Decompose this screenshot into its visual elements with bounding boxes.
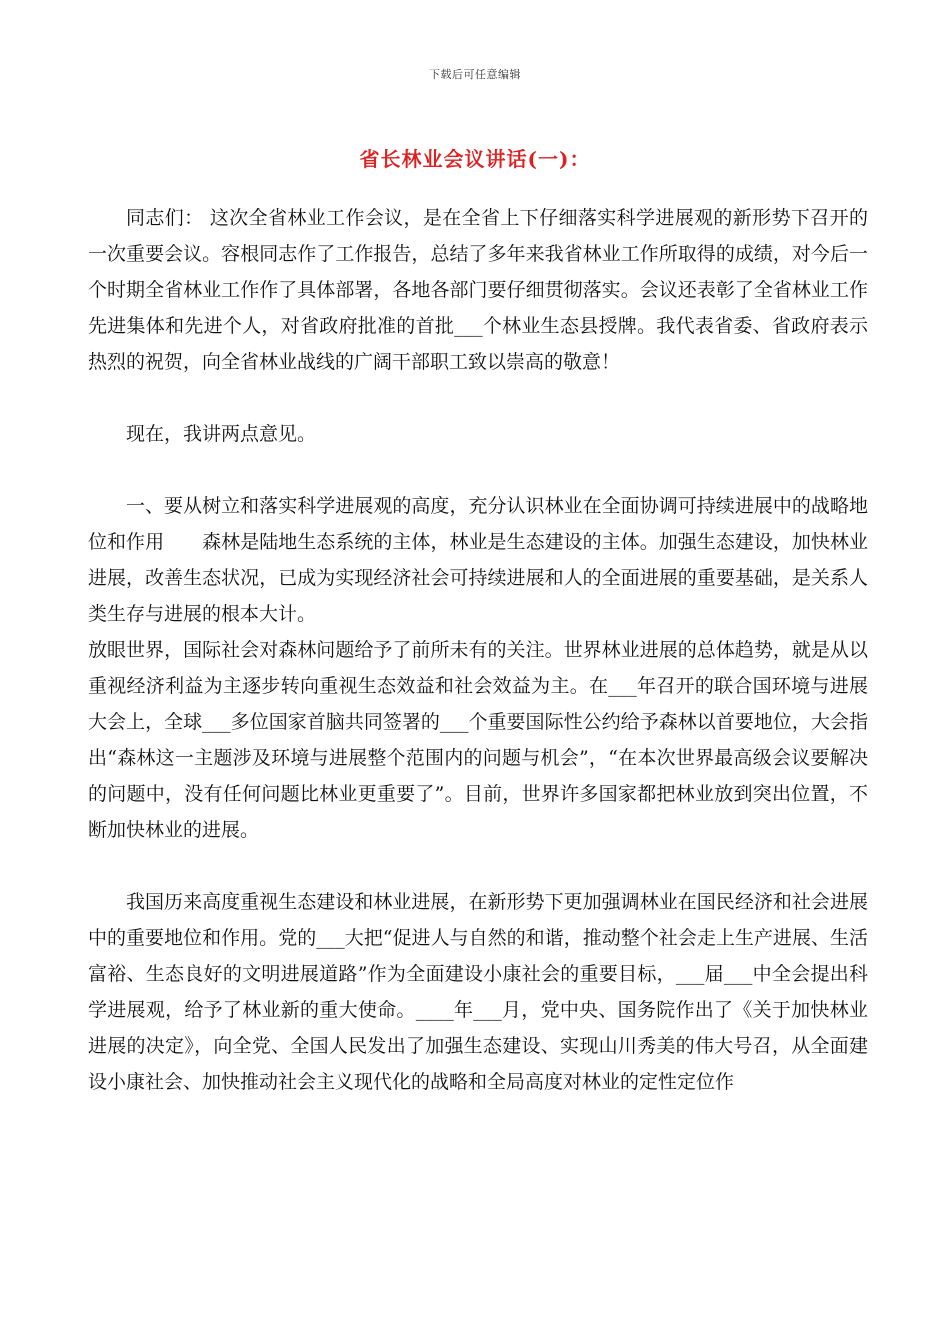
document-title: 省长林业会议讲话(一)： bbox=[359, 147, 591, 171]
paragraph-china-forestry: 我国历来高度重视生态建设和林业进展，在新形势下更加强调林业在国民经济和社会进展中的重要地位和作用。党的___大把“促进人与自然的和谐，推动整个社会走上生产进展、生活富裕、生态良好的文明进展道路”作为全面建设小康社会的重要目标，___届___中全会提出科学进展观，给予了林业新的重大使命。____年___月，党中央、国务院作出了《关于加快林业进展的决定》，向全党、全国人民发出了加强生态建设、实现山川秀美的伟大号召，从全面建设小康社会、加快推动社会主义现代化的战略和全局高度对林业的定性定位作 bbox=[88, 891, 868, 1093]
paragraph-world-forestry: 放眼世界，国际社会对森林问题给予了前所未有的关注。世界林业进展的总体趋势，就是从以重视经济利益为主逐步转向重视生态效益和社会效益为主。在___年召开的联合国环境与进展大会上，全球___多位国家首脑共同签署的___个重要国际性公约给予森林以首要地位，大会指出“森林这一主题涉及环境与进展整个范围内的问题与机会”，“在本次世界最高级会议要解决的问题中，没有任何问题比林业更重要了”。目前，世界许多国家都把林业放到突出位置，不断加快林业的进展。 bbox=[88, 639, 868, 841]
page-header: 下载后可任意编辑 bbox=[429, 68, 521, 81]
paragraph-intro: 现在，我讲两点意见。 bbox=[126, 423, 317, 445]
paragraph-section-one: 一、要从树立和落实科学进展观的高度，充分认识林业在全面协调可持续进展中的战略地位和作用 森林是陆地生态系统的主体，林业是生态建设的主体。加强生态建设，加快林业进展，改善生态状况，已成为实现经济社会可持续进展和人的全面进展的重要基础，是关系人类生存与进展的根本大计。 bbox=[88, 495, 868, 625]
document-body bbox=[88, 200, 868, 1136]
paragraph-greeting: 同志们： 这次全省林业工作会议，是在全省上下仔细落实科学进展观的新形势下召开的一次重要会议。容根同志作了工作报告，总结了多年来我省林业工作所取得的成绩，对今后一个时期全省林业工作作了具体部署，各地各部门要仔细贯彻落实。会议还表彰了全省林业工作先进集体和先进个人，对省政府批准的首批___个林业生态县授牌。我代表省委、省政府表示热烈的祝贺，向全省林业战线的广阔干部职工致以崇高的敬意！ bbox=[88, 207, 868, 373]
